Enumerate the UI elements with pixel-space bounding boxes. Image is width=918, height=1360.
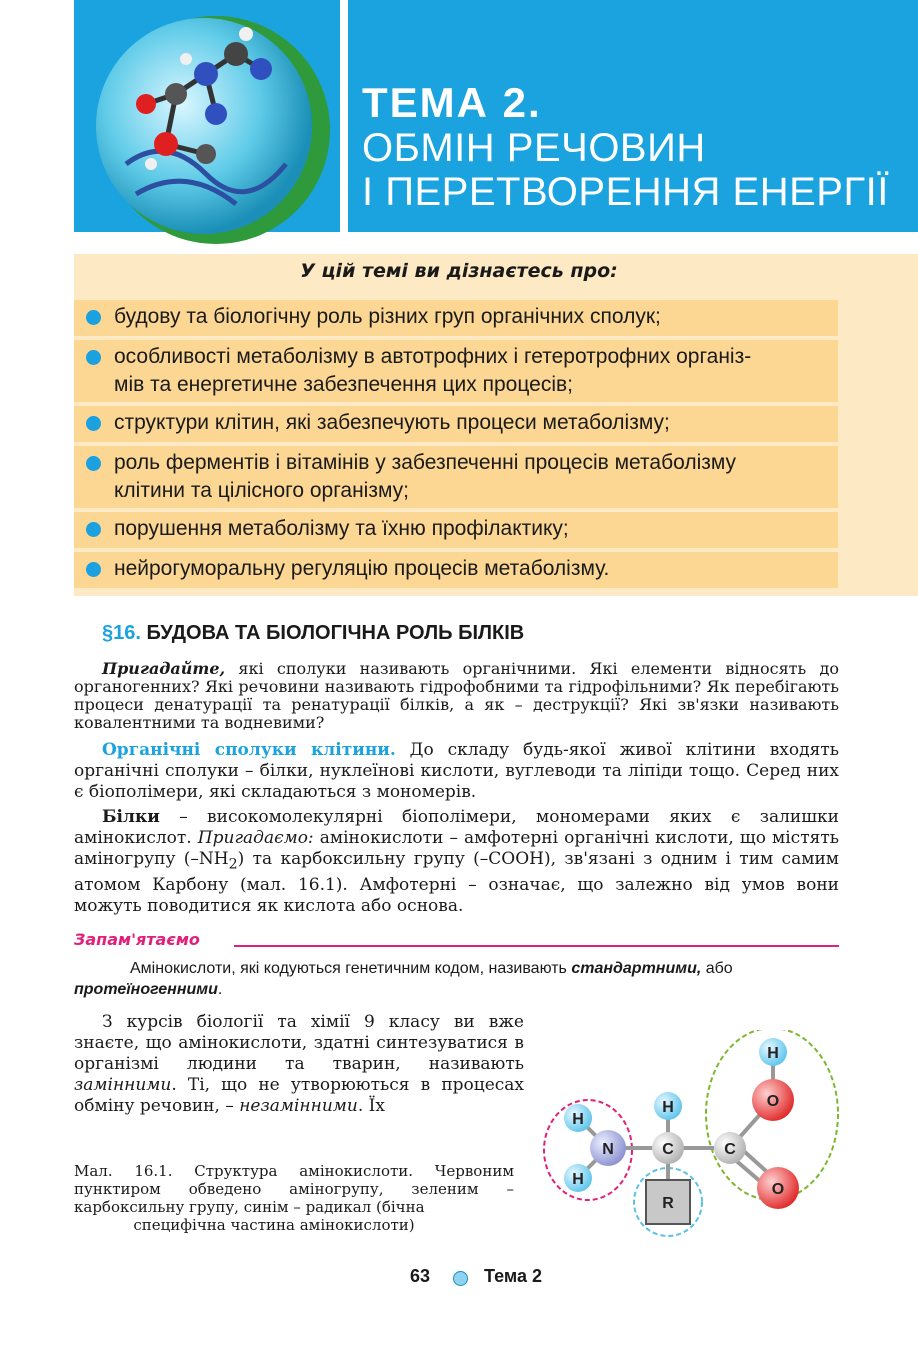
topic-item: нейрогуморальну регуляцію процесів метаболізму. bbox=[74, 552, 838, 588]
bullet-icon bbox=[86, 416, 101, 431]
remember-rule bbox=[234, 945, 839, 947]
oxygen-atom bbox=[752, 1079, 794, 1121]
nitrogen-atom bbox=[590, 1130, 626, 1166]
topic-item: порушення метаболізму та їхню профілактику; bbox=[74, 512, 838, 548]
svg-text:C: C bbox=[724, 1141, 736, 1158]
bullet-icon bbox=[86, 350, 101, 365]
remember-label: Запам'ятаємо bbox=[74, 930, 200, 949]
learning-topics-box bbox=[74, 254, 918, 596]
dot-icon bbox=[453, 1271, 468, 1286]
svg-text:R: R bbox=[662, 1195, 674, 1212]
hydrogen-atom bbox=[654, 1092, 682, 1120]
amino-acid-diagram bbox=[540, 1030, 850, 1250]
bullet-icon bbox=[86, 562, 101, 577]
hydrogen-atom bbox=[564, 1164, 592, 1192]
topics-heading: У цій темі ви дізнаєтесь про: bbox=[300, 260, 618, 282]
topic-item: роль ферментів і вітамінів у забезпеченні процесів метаболізму клітини та цілісного організму; bbox=[74, 446, 838, 508]
alpha-carbon-atom bbox=[652, 1132, 684, 1164]
molecule-illustration bbox=[96, 14, 336, 246]
svg-text:H: H bbox=[767, 1045, 779, 1062]
hydrogen-atom bbox=[759, 1038, 787, 1066]
topic-name-line1: ОБМІН РЕЧОВИН bbox=[362, 126, 706, 170]
svg-text:H: H bbox=[572, 1171, 584, 1188]
topic-number: ТЕМА 2. bbox=[362, 79, 542, 126]
svg-text:H: H bbox=[572, 1111, 584, 1128]
topic-name-line2: І ПЕРЕТВОРЕННЯ ЕНЕРГІЇ bbox=[362, 170, 889, 214]
svg-text:H: H bbox=[662, 1099, 674, 1116]
bullet-icon bbox=[86, 310, 101, 325]
topic-item: будову та біологічну роль різних груп органічних сполук; bbox=[74, 300, 838, 336]
figure-caption: Мал. 16.1. Структура амінокислоти. Червоним пунктиром обведено аміногрупу, зеленим – карбоксильну групу, синім – радикал (бічна специфічна частина амінокислоти) bbox=[74, 1162, 514, 1234]
proteins-paragraph: Білки – високомолекулярні біополімери, мономерами яких є залишки амінокислот. Пригадаємо: амінокислоти – амфотерні органічні кислоти, що містять аміногрупу $(-NH_2)$ та карбоксильну групу (–COOH), зв'язані з одним і тим самим атомом Карбону (мал. 16.1). Амфотерні – означає, що залежно від умов вони можуть поводитися як кислота або основа. bbox=[74, 807, 839, 917]
remember-text: Амінокислоти, які кодуються генетичним кодом, називають стандартними, або протеїногенними. bbox=[74, 960, 733, 998]
organic-compounds-paragraph: Органічні сполуки клітини. До складу будь-якої живої клітини входять органічні сполуки – білки, нуклеїнові кислоти, вуглеводи та ліпіди тощо. Серед них є біополімери, які складаються з мономерів. bbox=[74, 740, 839, 802]
carboxyl-carbon-atom bbox=[714, 1132, 746, 1164]
header-divider bbox=[340, 0, 348, 232]
page-number: 63 bbox=[410, 1266, 431, 1286]
bullet-icon bbox=[86, 456, 101, 471]
svg-text:C: C bbox=[662, 1141, 674, 1158]
section-heading bbox=[102, 622, 524, 645]
topic-item: особливості метаболізму в автотрофних і гетеротрофних організ- мів та енергетичне забезпечення цих процесів; bbox=[74, 340, 838, 402]
footer-topic: Тема 2 bbox=[484, 1266, 542, 1286]
amino-acids-paragraph: З курсів біології та хімії 9 класу ви вже знаєте, що амінокислоти, здатні синтезуватися в організмі людини та тварин, називають замінними. Ті, що не утворюються в процесах обміну речовин, – незамінними. Їх bbox=[74, 1012, 524, 1116]
topic-title bbox=[362, 80, 889, 214]
svg-text:O: O bbox=[766, 1093, 780, 1110]
bullet-icon bbox=[86, 522, 101, 537]
topic-item: структури клітин, які забезпечують процеси метаболізму; bbox=[74, 406, 838, 442]
recall-paragraph: Пригадайте, які сполуки називають органічними. Які елементи відносять до органогенних? Які речовини називають гідрофобними та гідрофільними? Як перебігають процеси денатурації та ренатурації білків, а як – деструкції? Які зв'язки називають ковалентними та водневими? bbox=[74, 659, 839, 732]
svg-text:O: O bbox=[771, 1181, 785, 1198]
hydrogen-atom bbox=[564, 1104, 592, 1132]
oxygen-atom bbox=[757, 1167, 799, 1209]
radical-group bbox=[646, 1180, 690, 1224]
section-title: БУДОВА ТА БІОЛОГІЧНА РОЛЬ БІЛКІВ bbox=[146, 622, 525, 644]
section-number: §16. bbox=[102, 622, 141, 644]
svg-text:N: N bbox=[602, 1141, 614, 1158]
